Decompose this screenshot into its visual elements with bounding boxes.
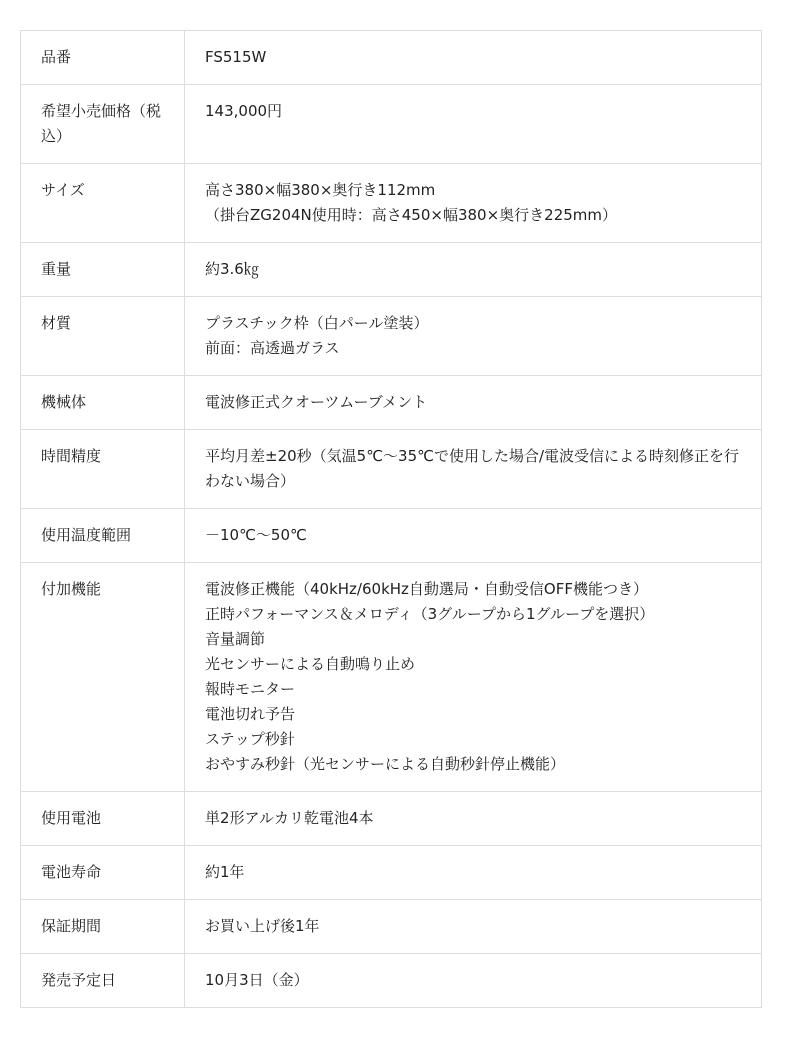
spec-label: 時間精度 [21,430,185,509]
spec-value-line: 単2形アルカリ乾電池4本 [205,809,374,827]
spec-row-material [21,297,762,376]
spec-value [185,846,762,900]
spec-value-line: 高さ380×幅380×奥行き112mm [205,181,436,199]
spec-value-line: 音量調節 [205,630,266,648]
spec-label: 品番 [21,31,185,85]
spec-value-line: 約3.6㎏ [205,260,259,278]
spec-value [185,376,762,430]
spec-row-size [21,164,762,243]
spec-label: 材質 [21,297,185,376]
spec-row-weight [21,243,762,297]
spec-value-line: 報時モニター [205,680,296,698]
spec-value-line: FS515W [205,48,267,66]
spec-value [185,85,762,164]
spec-value-line: 電波修正式クオーツムーブメント [205,393,428,411]
spec-value [185,430,762,509]
spec-row-temperature [21,509,762,563]
spec-value-line: 光センサーによる自動鳴り止め [205,655,416,673]
spec-row-warranty [21,900,762,954]
spec-value-line: 正時パフォーマンス＆メロディ（3グループから1グループを選択） [205,605,655,623]
spec-row-model [21,31,762,85]
spec-value-line: 前面：高透過ガラス [205,339,340,357]
spec-label: 付加機能 [21,563,185,792]
spec-value [185,509,762,563]
spec-row-features [21,563,762,792]
spec-label: 希望小売価格（税込） [21,85,185,164]
spec-label: 重量 [21,243,185,297]
spec-value [185,900,762,954]
spec-value-line: 約1年 [205,863,245,881]
spec-value-line: 平均月差±20秒（気温5℃～35℃で使用した場合/電波受信による時刻修正を行わない場合） [205,447,740,490]
spec-value [185,792,762,846]
spec-value [185,243,762,297]
spec-label: 使用温度範囲 [21,509,185,563]
spec-value-line: －10℃～50℃ [205,526,307,544]
spec-value-line: 電池切れ予告 [205,705,296,723]
spec-label: 電池寿命 [21,846,185,900]
spec-row-price [21,85,762,164]
spec-value-line: プラスチック枠（白パール塗装） [205,314,429,332]
spec-value-line: お買い上げ後1年 [205,917,320,935]
spec-label: サイズ [21,164,185,243]
spec-label: 使用電池 [21,792,185,846]
spec-value [185,297,762,376]
spec-row-accuracy [21,430,762,509]
spec-value-line: おやすみ秒針（光センサーによる自動秒針停止機能） [205,755,566,773]
spec-value-line: 10月3日（金） [205,971,309,989]
spec-row-battery [21,792,762,846]
spec-value-line: ステップ秒針 [205,730,295,748]
spec-value-line: 143,000円 [205,102,283,120]
spec-row-movement [21,376,762,430]
spec-label: 保証期間 [21,900,185,954]
spec-row-battery-life [21,846,762,900]
spec-value-line: 電波修正機能（40kHz/60kHz自動選局・自動受信OFF機能つき） [205,580,648,598]
spec-row-release-date [21,954,762,1008]
spec-value [185,164,762,243]
spec-value-line: （掛台ZG204N使用時：高さ450×幅380×奥行き225mm） [205,206,618,224]
spec-label: 発売予定日 [21,954,185,1008]
spec-value [185,563,762,792]
spec-table [20,30,762,1008]
spec-value [185,31,762,85]
spec-label: 機械体 [21,376,185,430]
spec-value [185,954,762,1008]
